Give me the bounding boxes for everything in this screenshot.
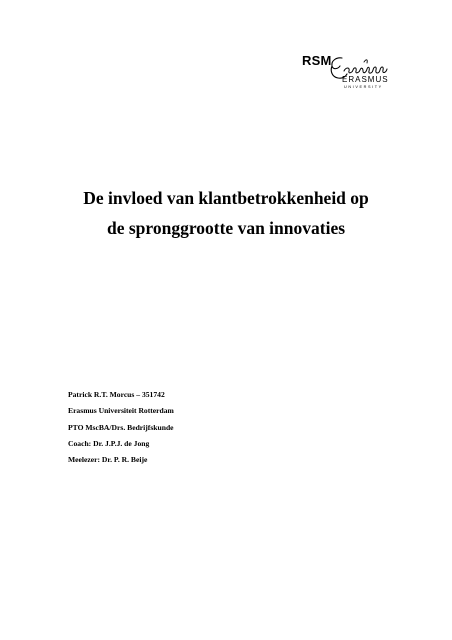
author-info-block — [68, 387, 174, 468]
document-title-line-2: de spronggrootte van innovaties — [106, 218, 346, 238]
document-title-line-1: De invloed van klantbetrokkenheid op — [83, 188, 369, 208]
logo-university-text: UNIVERSITY — [344, 85, 383, 89]
university-name: Erasmus Universiteit Rotterdam — [68, 406, 174, 416]
author-name: Patrick R.T. Morcus – 351742 — [68, 390, 165, 399]
program-name: PTO MscBA/Drs. Bedrijfskunde — [68, 422, 174, 432]
coach-name: Coach: Dr. J.P.J. de Jong — [68, 438, 150, 448]
logo-erasmus-text: ERASMUS — [342, 75, 389, 84]
reader-name: Meelezer: Dr. P. R. Beije — [68, 455, 148, 465]
logo-rsm-text: RSM — [302, 53, 332, 68]
rsm-erasmus-logo — [302, 54, 392, 94]
